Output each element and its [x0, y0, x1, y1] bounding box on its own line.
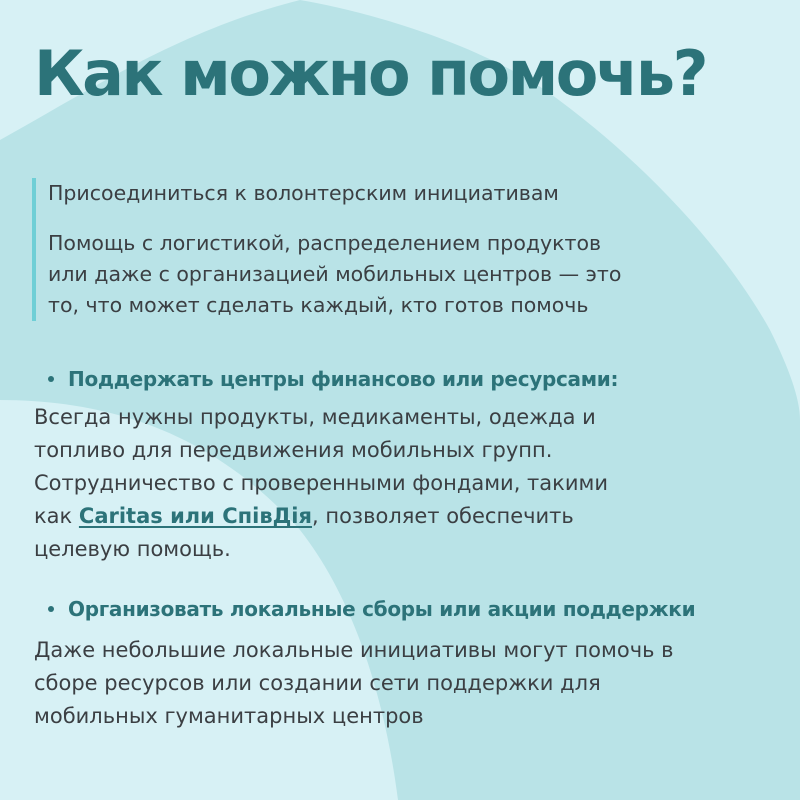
bullet-dot-icon [48, 376, 54, 382]
bullet-dot-icon [48, 606, 54, 612]
page-title: Как можно помочь? [34, 37, 707, 110]
section-heading-organize [48, 597, 695, 621]
body-line-suffix: , позволяет обеспечить [312, 504, 574, 528]
body-line: сборе ресурсов или создании сети поддержки для [34, 671, 601, 695]
quote-text [48, 228, 728, 321]
body-line: целевую помощь. [34, 537, 231, 561]
body-line-prefix: как [34, 504, 79, 528]
section-heading-text: Поддержать центры финансово или ресурсами: [68, 367, 619, 391]
section-heading-support [48, 367, 618, 391]
quote-line: то, что может сделать каждый, кто готов помочь [48, 293, 589, 317]
quote-block [32, 178, 728, 321]
body-line: мобильных гуманитарных центров [34, 704, 424, 728]
body-line: Сотрудничество с проверенными фондами, такими [34, 471, 608, 495]
quote-line: или даже с организацией мобильных центров — это [48, 262, 622, 286]
quote-line: Помощь с логистикой, распределением продуктов [48, 231, 602, 255]
caritas-spivdiya-link[interactable]: Caritas или СпівДія [78, 504, 312, 528]
body-line: Даже небольшие локальные инициативы могут помочь в [34, 638, 674, 662]
section-body-support [34, 401, 724, 566]
section-heading-text: Организовать локальные сборы или акции поддержки [68, 597, 696, 621]
quote-heading: Присоединиться к волонтерским инициативам [48, 181, 559, 205]
section-body-organize [34, 634, 724, 733]
body-line: топливо для передвижения мобильных групп. [34, 438, 553, 462]
body-line: Всегда нужны продукты, медикаменты, одежда и [34, 405, 596, 429]
